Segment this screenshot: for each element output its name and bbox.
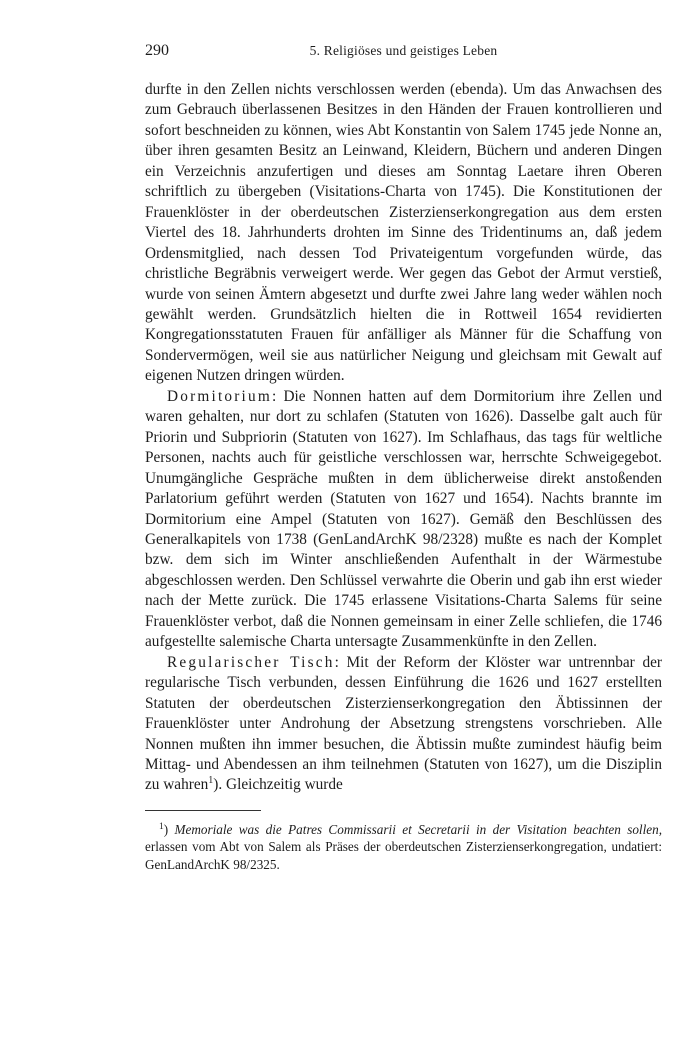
paragraph-regularischer-tisch-text: : Mit der Reform der Klöster war untrennbar der regularische Tisch verbunden, dessen Einführung die 1626 und 1627 erstellten Statuten der oberdeutschen Zisterzienserkongregation den Äbtissinnen der Frauenklöster unter Androhung der Absetzung strengstens vorschrieben. Alle Nonnen mußten ihn immer besuchen, die Äbtissin mußte zumindest häufig beim Mittag- und Abendessen an ihm teilnehmen (Statuten von 1627), um die Disziplin zu wahren <box>145 653 662 794</box>
paragraph-dormitorium <box>145 387 662 653</box>
footnote-mark: 1 <box>159 821 164 832</box>
footnote <box>145 821 662 874</box>
document-page <box>145 40 662 887</box>
paragraph-1: durfte in den Zellen nichts verschlossen werden (ebenda). Um das Anwachsen des zum Gebrauch überlassenen Besitzes in den Händen der Frauen kontrollieren und sofort beschneiden zu können, wies Abt Konstantin von Salem 1745 jede Nonne an, über ihren gesamten Besitz an Leinwand, Kleidern, Büchern und anderen Dingen ein Verzeichnis anzufertigen und dieses am Sonntag Laetare ihren Oberen schriftlich zu übergeben (Visitations-Charta von 1745). Die Konstitutionen der Frauenklöster in der oberdeutschen Zisterzienserkongregation aus dem ersten Viertel des 18. Jahrhunderts drohten im Sinne des Tridentinums an, daß jedem Ordensmitglied, nach dessen Tod Privateigentum vorgefunden würde, das christliche Begräbnis verweigert werde. Wer gegen das Gebot der Armut verstieß, wurde von seinen Ämtern abgesetzt und durfte zwei Jahre lang weder wählen noch gewählt werden. Grundsätzlich hielten die in Rottweil 1654 revidierten Kongregationsstatuten Frauen für anfälliger als Männer für die Schaffung von Sondervermögen, weil sie aus natürlicher Neigung und gleichsam mit Gewalt auf eigenen Nutzen dringen würden. <box>145 81 662 385</box>
paragraph-regularischer-tisch-tail: ). Gleichzeitig wurde <box>213 776 343 794</box>
footnote-mark-suffix: ) <box>163 821 169 837</box>
footnote-divider <box>145 810 261 811</box>
paragraph-dormitorium-text: : Die Nonnen hatten auf dem Dormitorium ihre Zellen und waren gehalten, nur dort zu schlafen (Statuten von 1626). Dasselbe galt auch für Priorin und Subpriorin (Statuten von 1627). Im Schlafhaus, das tags für weltliche Personen, nachts auch für geistliche verschlossen war, herrschte Schweigegebot. Unumgängliche Gespräche mußten in dem üblicherweise direkt anstoßenden Parlatorium geführt werden (Statuten von 1627 und 1654). Nachts brannte im Dormitorium eine Ampel (Statuten von 1627). Gemäß den Beschlüssen des Generalkapitels von 1738 (GenLandArchK 98/2328) mußte es nach der Komplet bzw. dem sich im Winter anschließenden Aufenthalt in der Wärmestube abgeschlossen werden. Den Schlüssel verwahrte die Oberin und gab ihn erst wieder nach der Mette zurück. Die 1745 erlassene Visitations-Charta Salems für seine Frauenklöster verbot, daß die Nonnen gemeinsam in einer Zelle schliefen, die 1746 aufgestellte salemische Charta untersagte Zusammenkünfte in den Zellen. <box>145 387 662 651</box>
footnote-reference[interactable]: 1 <box>208 775 214 787</box>
body-text <box>145 80 662 796</box>
page-number: 290 <box>145 42 169 59</box>
section-heading-regularischer-tisch: Regularischer Tisch <box>167 653 335 671</box>
footnote-text: erlassen vom Abt von Salem als Präses der oberdeutschen Zisterzienserkongregation, undatiert: GenLandArchK 98/2325. <box>145 839 662 872</box>
paragraph-regularischer-tisch <box>145 653 662 796</box>
footnote-title: Memoriale was die Patres Commissarii et Secretarii in der Visitation beachten sollen, <box>174 821 662 837</box>
section-heading-dormitorium: Dormitorium <box>167 387 272 405</box>
running-title: 5. Religiöses und geistiges Leben <box>309 43 498 58</box>
running-head <box>145 40 662 64</box>
